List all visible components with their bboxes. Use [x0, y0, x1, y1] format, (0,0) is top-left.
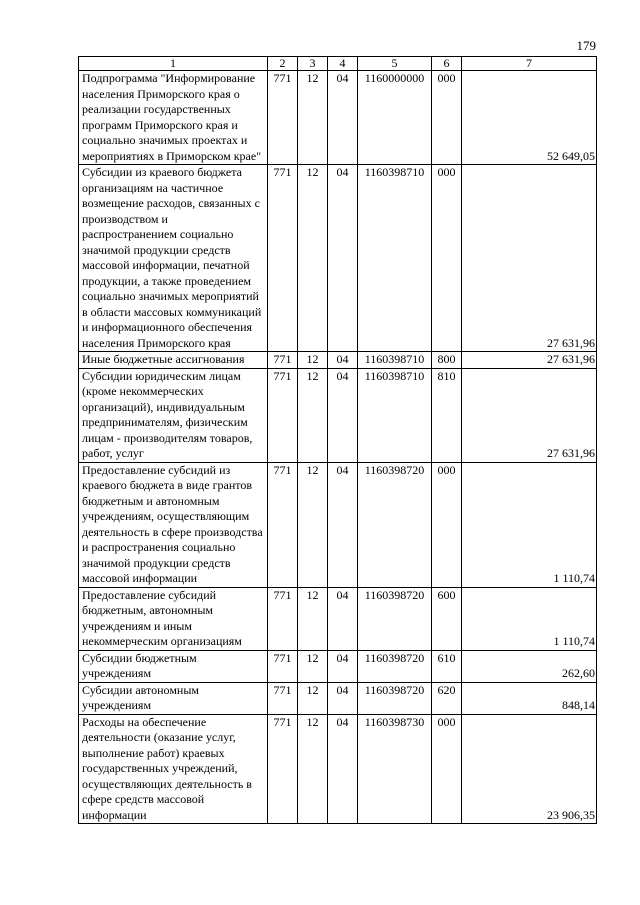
- row-amount: 27 631,96: [462, 352, 597, 369]
- row-ministry-code: 771: [268, 462, 298, 587]
- row-ministry-code: 771: [268, 165, 298, 352]
- row-expense-type: 000: [432, 71, 462, 165]
- row-section: 12: [298, 714, 328, 824]
- header-col-3: 3: [298, 57, 328, 71]
- row-subsection: 04: [328, 682, 358, 714]
- row-ministry-code: 771: [268, 650, 298, 682]
- row-section: 12: [298, 352, 328, 369]
- row-name: Предоставление субсидий из краевого бюджета в виде грантов бюджетным и автономным учреждениям, осуществляющим деятельность в сфере производства и распространения социально значимой продукции средств массовой информации: [79, 462, 268, 587]
- row-subsection: 04: [328, 71, 358, 165]
- row-ministry-code: 771: [268, 368, 298, 462]
- row-target-article: 1160398720: [358, 462, 432, 587]
- row-target-article: 1160398730: [358, 714, 432, 824]
- row-subsection: 04: [328, 587, 358, 650]
- row-expense-type: 610: [432, 650, 462, 682]
- row-amount: 27 631,96: [462, 165, 597, 352]
- row-subsection: 04: [328, 714, 358, 824]
- row-expense-type: 000: [432, 714, 462, 824]
- table-row: [79, 587, 597, 650]
- header-col-2: 2: [268, 57, 298, 71]
- row-section: 12: [298, 587, 328, 650]
- table-row: [79, 165, 597, 352]
- row-subsection: 04: [328, 165, 358, 352]
- table-row: [79, 650, 597, 682]
- row-ministry-code: 771: [268, 71, 298, 165]
- row-section: 12: [298, 368, 328, 462]
- row-name: Расходы на обеспечение деятельности (оказание услуг, выполнение работ) краевых государственных учреждений, осуществляющих деятельность в сфере средств массовой информации: [79, 714, 268, 824]
- page-number: 179: [576, 38, 596, 53]
- row-name: Субсидии автономным учреждениям: [79, 682, 268, 714]
- table-row: [79, 71, 597, 165]
- row-amount: 262,60: [462, 650, 597, 682]
- row-ministry-code: 771: [268, 682, 298, 714]
- row-expense-type: 000: [432, 462, 462, 587]
- row-amount: 848,14: [462, 682, 597, 714]
- table-row: [79, 682, 597, 714]
- row-target-article: 1160398710: [358, 368, 432, 462]
- row-name: Субсидии бюджетным учреждениям: [79, 650, 268, 682]
- row-expense-type: 000: [432, 165, 462, 352]
- table-row: [79, 714, 597, 824]
- row-target-article: 1160398710: [358, 165, 432, 352]
- row-name: Субсидии юридическим лицам (кроме некоммерческих организаций), индивидуальным предпринимателям, физическим лицам - производителям товаров, работ, услуг: [79, 368, 268, 462]
- row-name: Иные бюджетные ассигнования: [79, 352, 268, 369]
- header-col-6: 6: [432, 57, 462, 71]
- table-row: [79, 352, 597, 369]
- row-section: 12: [298, 682, 328, 714]
- row-target-article: 1160398720: [358, 682, 432, 714]
- row-section: 12: [298, 71, 328, 165]
- row-amount: 23 906,35: [462, 714, 597, 824]
- table-row: [79, 462, 597, 587]
- row-target-article: 1160398720: [358, 650, 432, 682]
- row-amount: 27 631,96: [462, 368, 597, 462]
- row-subsection: 04: [328, 368, 358, 462]
- row-name: Подпрограмма "Информирование населения Приморского края о реализации государственных программ Приморского края и социально значимых проектах и мероприятиях в Приморском крае": [79, 71, 268, 165]
- row-subsection: 04: [328, 650, 358, 682]
- row-target-article: 1160398720: [358, 587, 432, 650]
- row-section: 12: [298, 462, 328, 587]
- row-subsection: 04: [328, 352, 358, 369]
- row-expense-type: 600: [432, 587, 462, 650]
- row-name: Предоставление субсидий бюджетным, автономным учреждениям и иным некоммерческим организациям: [79, 587, 268, 650]
- row-name: Субсидии из краевого бюджета организациям на частичное возмещение расходов, связанных с производством и распространением социально значимой продукции средств массовой информации, печатной продукции, а также проведением социально значимых мероприятий в области массовых коммуникаций и информационного обеспечения населения Приморского края: [79, 165, 268, 352]
- header-col-1: 1: [79, 57, 268, 71]
- header-col-4: 4: [328, 57, 358, 71]
- row-amount: 1 110,74: [462, 462, 597, 587]
- row-target-article: 1160000000: [358, 71, 432, 165]
- header-col-5: 5: [358, 57, 432, 71]
- table-header-row: [79, 57, 597, 71]
- row-expense-type: 620: [432, 682, 462, 714]
- row-amount: 1 110,74: [462, 587, 597, 650]
- row-ministry-code: 771: [268, 714, 298, 824]
- row-expense-type: 800: [432, 352, 462, 369]
- row-ministry-code: 771: [268, 352, 298, 369]
- header-col-7: 7: [462, 57, 597, 71]
- row-section: 12: [298, 650, 328, 682]
- row-subsection: 04: [328, 462, 358, 587]
- row-target-article: 1160398710: [358, 352, 432, 369]
- row-ministry-code: 771: [268, 587, 298, 650]
- row-section: 12: [298, 165, 328, 352]
- row-amount: 52 649,05: [462, 71, 597, 165]
- table-row: [79, 368, 597, 462]
- budget-table: [78, 56, 597, 824]
- row-expense-type: 810: [432, 368, 462, 462]
